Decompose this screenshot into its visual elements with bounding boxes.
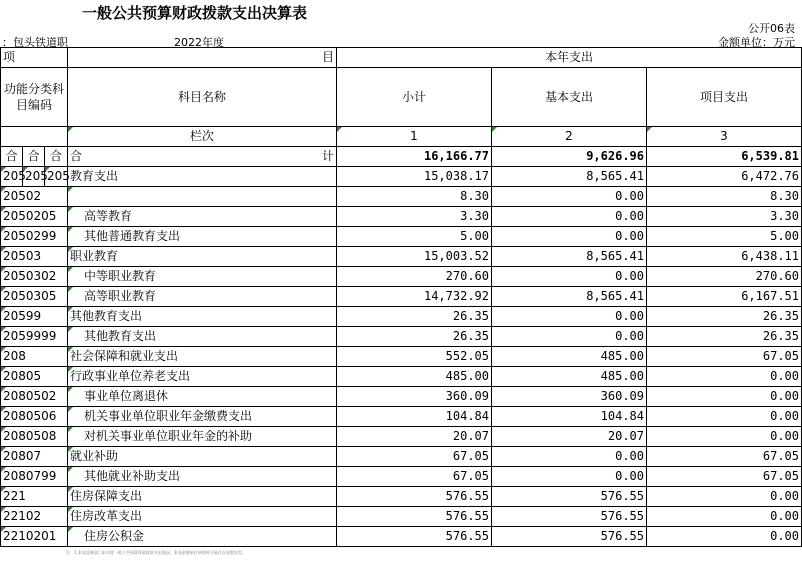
row-basic: 485.00 bbox=[492, 347, 647, 367]
row-project: 26.35 bbox=[647, 327, 802, 347]
row-project: 0.00 bbox=[647, 367, 802, 387]
page-title: 一般公共预算财政拨款支出决算表 bbox=[82, 4, 308, 22]
first-subtotal: 15,038.17 bbox=[337, 167, 492, 187]
row-code: 2080508 bbox=[1, 427, 68, 447]
row-project: 67.05 bbox=[647, 467, 802, 487]
row-project: 67.05 bbox=[647, 447, 802, 467]
row-basic: 0.00 bbox=[492, 307, 647, 327]
first-basic: 8,565.41 bbox=[492, 167, 647, 187]
header-subtotal: 小计 bbox=[337, 68, 492, 127]
header-func-code: 功能分类科目编码 bbox=[1, 68, 68, 127]
row-name bbox=[68, 187, 337, 207]
footer-notes bbox=[0, 546, 801, 566]
table-row bbox=[1, 487, 802, 507]
row-subtotal: 20.07 bbox=[337, 427, 492, 447]
row-basic: 104.84 bbox=[492, 407, 647, 427]
row-project: 0.00 bbox=[647, 387, 802, 407]
row-name: 事业单位离退休 bbox=[68, 387, 337, 407]
row-code: 20807 bbox=[1, 447, 68, 467]
row-basic: 0.00 bbox=[492, 207, 647, 227]
header-subject-name: 科目名称 bbox=[68, 68, 337, 127]
row-name: 对机关事业单位职业年金的补助 bbox=[68, 427, 337, 447]
row-code: 2050302 bbox=[1, 267, 68, 287]
row-basic: 0.00 bbox=[492, 227, 647, 247]
header-project: 项目支出 bbox=[647, 68, 802, 127]
row-basic: 0.00 bbox=[492, 187, 647, 207]
first-project: 6,472.76 bbox=[647, 167, 802, 187]
table-row bbox=[1, 387, 802, 407]
total-label bbox=[68, 147, 337, 167]
row-code: 20599 bbox=[1, 307, 68, 327]
row-code: 2210201 bbox=[1, 527, 68, 547]
total-subtotal: 16,166.77 bbox=[337, 147, 492, 167]
row-subtotal: 14,732.92 bbox=[337, 287, 492, 307]
table-row bbox=[1, 227, 802, 247]
row-project: 6,167.51 bbox=[647, 287, 802, 307]
total-row bbox=[1, 147, 802, 167]
table-row bbox=[1, 247, 802, 267]
row-name: 中等职业教育 bbox=[68, 267, 337, 287]
form-code: 公开06表 bbox=[748, 22, 795, 35]
row-code: 2050299 bbox=[1, 227, 68, 247]
row-name: 机关事业单位职业年金缴费支出 bbox=[68, 407, 337, 427]
row-project: 0.00 bbox=[647, 527, 802, 547]
row-subtotal: 15,003.52 bbox=[337, 247, 492, 267]
row-code: 221 bbox=[1, 487, 68, 507]
table-row bbox=[1, 287, 802, 307]
total-label-right: 计 bbox=[321, 149, 334, 163]
table-row bbox=[1, 207, 802, 227]
row-subtotal: 104.84 bbox=[337, 407, 492, 427]
footer-note: 注：1.本表反映部门本年度一般公共预算财政拨款支出情况。本表金额单位转换时可能存在尾数误差。 bbox=[66, 550, 246, 555]
row-project: 0.00 bbox=[647, 487, 802, 507]
row-code: 2059999 bbox=[1, 327, 68, 347]
row-subtotal: 8.30 bbox=[337, 187, 492, 207]
row-basic: 576.55 bbox=[492, 527, 647, 547]
total-project: 6,539.81 bbox=[647, 147, 802, 167]
total-c1: 合 bbox=[1, 147, 23, 167]
row-subtotal: 26.35 bbox=[337, 307, 492, 327]
row-basic: 0.00 bbox=[492, 447, 647, 467]
header-current-year: 本年支出 bbox=[337, 48, 802, 68]
row-project: 270.60 bbox=[647, 267, 802, 287]
row-subtotal: 270.60 bbox=[337, 267, 492, 287]
row-name: 社会保障和就业支出 bbox=[68, 347, 337, 367]
expenditure-table bbox=[0, 47, 802, 547]
row-basic: 576.55 bbox=[492, 487, 647, 507]
total-c3: 合 bbox=[45, 147, 68, 167]
table-row bbox=[1, 507, 802, 527]
row-subtotal: 576.55 bbox=[337, 487, 492, 507]
row-subtotal: 67.05 bbox=[337, 447, 492, 467]
row-code: 2050305 bbox=[1, 287, 68, 307]
row-name: 其他教育支出 bbox=[68, 327, 337, 347]
row-subtotal: 485.00 bbox=[337, 367, 492, 387]
row-name: 住房公积金 bbox=[68, 527, 337, 547]
first-c2: 205 bbox=[23, 167, 45, 187]
table-row bbox=[1, 527, 802, 547]
header-item-end: 目 bbox=[68, 48, 337, 68]
header-row-index: 栏次 bbox=[68, 127, 337, 147]
row-basic: 0.00 bbox=[492, 327, 647, 347]
row-basic: 8,565.41 bbox=[492, 247, 647, 267]
row-name: 就业补助 bbox=[68, 447, 337, 467]
table-row bbox=[1, 167, 802, 187]
row-code: 2080506 bbox=[1, 407, 68, 427]
row-project: 67.05 bbox=[647, 347, 802, 367]
row-project: 0.00 bbox=[647, 427, 802, 447]
unit-text: 金额单位：万元 bbox=[718, 36, 795, 49]
row-project: 26.35 bbox=[647, 307, 802, 327]
table-row bbox=[1, 407, 802, 427]
row-basic: 0.00 bbox=[492, 267, 647, 287]
row-basic: 8,565.41 bbox=[492, 287, 647, 307]
row-subtotal: 5.00 bbox=[337, 227, 492, 247]
row-project: 3.30 bbox=[647, 207, 802, 227]
row-code: 20805 bbox=[1, 367, 68, 387]
table-row bbox=[1, 367, 802, 387]
row-name: 行政事业单位养老支出 bbox=[68, 367, 337, 387]
col-index-2: 2 bbox=[492, 127, 647, 147]
row-project: 5.00 bbox=[647, 227, 802, 247]
row-project: 0.00 bbox=[647, 507, 802, 527]
col-index-3: 3 bbox=[647, 127, 802, 147]
row-code: 2080502 bbox=[1, 387, 68, 407]
row-subtotal: 3.30 bbox=[337, 207, 492, 227]
row-basic: 0.00 bbox=[492, 467, 647, 487]
table-row bbox=[1, 467, 802, 487]
row-subtotal: 576.55 bbox=[337, 527, 492, 547]
first-c3: 205 bbox=[45, 167, 68, 187]
row-code: 20503 bbox=[1, 247, 68, 267]
row-project: 6,438.11 bbox=[647, 247, 802, 267]
row-basic: 360.09 bbox=[492, 387, 647, 407]
row-name: 其他普通教育支出 bbox=[68, 227, 337, 247]
row-basic: 485.00 bbox=[492, 367, 647, 387]
row-basic: 20.07 bbox=[492, 427, 647, 447]
table-row bbox=[1, 427, 802, 447]
header-item: 项 bbox=[1, 48, 68, 68]
total-label-left: 合 bbox=[70, 149, 83, 163]
row-subtotal: 26.35 bbox=[337, 327, 492, 347]
row-name: 住房改革支出 bbox=[68, 507, 337, 527]
table-row bbox=[1, 307, 802, 327]
unit-label: ：包头铁道职 bbox=[2, 36, 68, 49]
row-index-blank bbox=[1, 127, 68, 147]
row-code: 2050205 bbox=[1, 207, 68, 227]
row-subtotal: 552.05 bbox=[337, 347, 492, 367]
table-row bbox=[1, 327, 802, 347]
row-subtotal: 360.09 bbox=[337, 387, 492, 407]
table-row bbox=[1, 187, 802, 207]
table-row bbox=[1, 447, 802, 467]
row-code: 20502 bbox=[1, 187, 68, 207]
col-index-1: 1 bbox=[337, 127, 492, 147]
row-subtotal: 576.55 bbox=[337, 507, 492, 527]
row-name: 高等教育 bbox=[68, 207, 337, 227]
first-c1: 205 bbox=[1, 167, 23, 187]
first-name: 教育支出 bbox=[68, 167, 337, 187]
year-label: 2022年度 bbox=[174, 36, 224, 49]
table-row bbox=[1, 267, 802, 287]
row-name: 职业教育 bbox=[68, 247, 337, 267]
row-project: 0.00 bbox=[647, 407, 802, 427]
row-name: 其他教育支出 bbox=[68, 307, 337, 327]
total-basic: 9,626.96 bbox=[492, 147, 647, 167]
table-row bbox=[1, 347, 802, 367]
total-c2: 合 bbox=[23, 147, 45, 167]
row-basic: 576.55 bbox=[492, 507, 647, 527]
row-name: 高等职业教育 bbox=[68, 287, 337, 307]
row-code: 22102 bbox=[1, 507, 68, 527]
row-name: 住房保障支出 bbox=[68, 487, 337, 507]
row-project: 8.30 bbox=[647, 187, 802, 207]
row-code: 208 bbox=[1, 347, 68, 367]
row-subtotal: 67.05 bbox=[337, 467, 492, 487]
row-code: 2080799 bbox=[1, 467, 68, 487]
header-basic: 基本支出 bbox=[492, 68, 647, 127]
row-name: 其他就业补助支出 bbox=[68, 467, 337, 487]
